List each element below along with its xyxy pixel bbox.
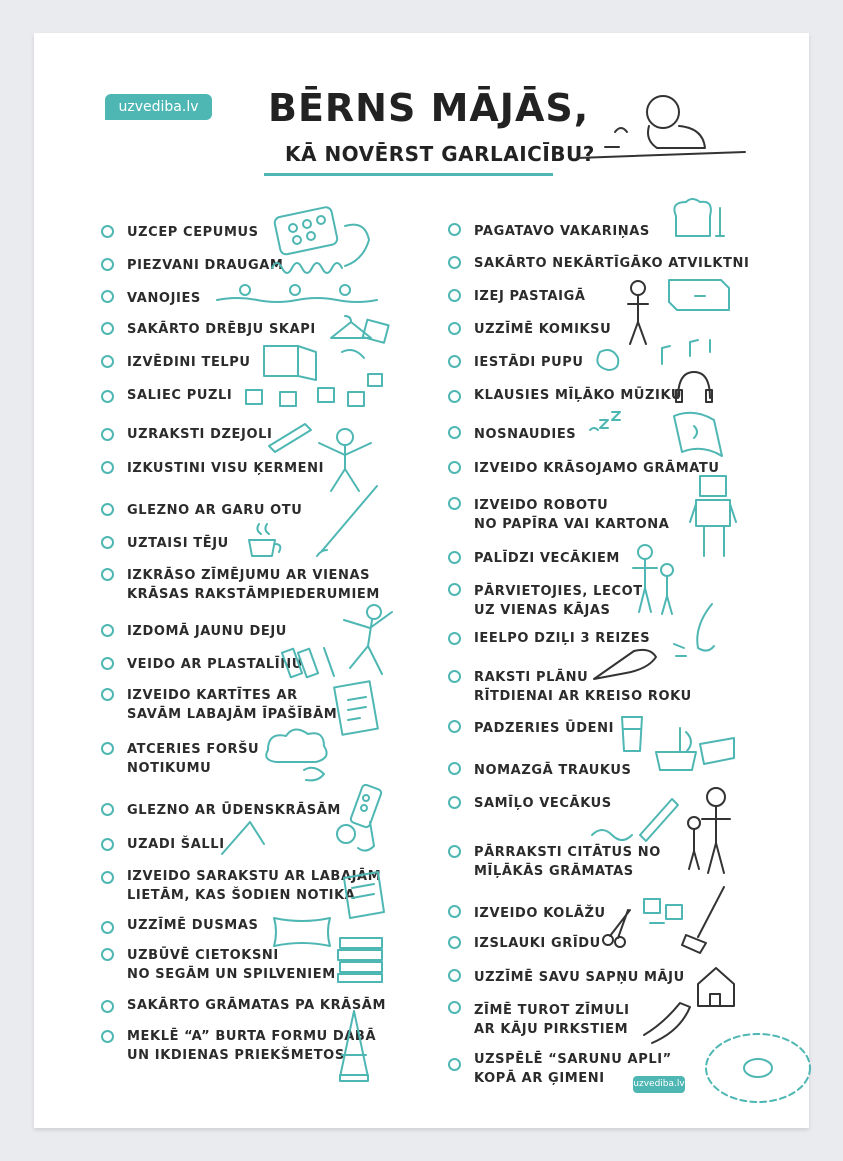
broom-icon bbox=[680, 885, 730, 955]
activity-label: GLEZNO AR GARU OTU bbox=[127, 503, 303, 518]
checkbox-circle[interactable] bbox=[448, 497, 461, 510]
puzzle-pieces-icon bbox=[240, 370, 390, 410]
activity-label: NOSNAUDIES bbox=[474, 427, 577, 442]
activity-label: UZRAKSTI DZEJOLI bbox=[127, 427, 273, 442]
left-hand-writing-icon bbox=[590, 645, 680, 685]
checkbox-circle[interactable] bbox=[448, 796, 461, 809]
activity-label: UZZĪMĒ SAVU SAPŅU MĀJU bbox=[474, 970, 685, 985]
activity-label: UZZĪMĒ KOMIKSU bbox=[474, 322, 612, 337]
checkbox-circle[interactable] bbox=[448, 720, 461, 733]
checkbox-circle[interactable] bbox=[448, 390, 461, 403]
activity-label: IZEJ PASTAIGĀ bbox=[474, 289, 586, 304]
activity-label: VANOJIES bbox=[127, 291, 201, 306]
activity-label: PĀRVIETOJIES, LECOT UZ VIENAS KĀJAS bbox=[474, 584, 643, 618]
checkbox-circle[interactable] bbox=[101, 1000, 114, 1013]
title-underline bbox=[264, 173, 553, 176]
checkbox-circle[interactable] bbox=[101, 803, 114, 816]
conversation-wheel-icon bbox=[698, 1030, 808, 1105]
checkbox-circle[interactable] bbox=[448, 969, 461, 982]
phone-cord-icon bbox=[270, 258, 380, 278]
activity-label: IZDOMĀ JAUNU DEJU bbox=[127, 624, 287, 639]
knitting-icon bbox=[220, 818, 395, 858]
checkbox-circle[interactable] bbox=[101, 871, 114, 884]
checkbox-circle[interactable] bbox=[101, 428, 114, 441]
drawer-icon bbox=[665, 270, 735, 315]
activity-label: PĀRRAKSTI CITĀTUS NO MĪĻĀKĀS GRĀMATAS bbox=[474, 845, 661, 879]
checkbox-circle[interactable] bbox=[448, 551, 461, 564]
brand-badge-small: uzvediba.lv bbox=[633, 1076, 685, 1093]
headphones-icon bbox=[674, 370, 714, 404]
checkbox-circle[interactable] bbox=[101, 921, 114, 934]
activity-label: IZVEIDO KRĀSOJAMO GRĀMATU bbox=[474, 461, 720, 476]
checkbox-circle[interactable] bbox=[101, 390, 114, 403]
tea-cup-icon bbox=[245, 522, 290, 562]
checkbox-circle[interactable] bbox=[448, 762, 461, 775]
activity-label: SAKĀRTO NEKĀRTĪGĀKO ATVILKTNI bbox=[474, 256, 750, 271]
checkbox-circle[interactable] bbox=[101, 838, 114, 851]
checkbox-circle[interactable] bbox=[448, 322, 461, 335]
checkbox-circle[interactable] bbox=[101, 948, 114, 961]
activity-label: UZZĪMĒ DUSMAS bbox=[127, 918, 259, 933]
checkbox-circle[interactable] bbox=[448, 670, 461, 683]
activity-label: MEKLĒ “A” BURTA FORMU DABĀ UN IKDIENAS PRIEKŠMETOS bbox=[127, 1029, 377, 1063]
activity-label: IESTĀDI PUPU bbox=[474, 355, 584, 370]
checkbox-circle[interactable] bbox=[101, 624, 114, 637]
checkbox-circle[interactable] bbox=[448, 1001, 461, 1014]
checkbox-circle[interactable] bbox=[101, 355, 114, 368]
activity-label: ZĪMĒ TUROT ZĪMULI AR KĀJU PIRKSTIEM bbox=[474, 1003, 630, 1037]
water-glass-icon bbox=[618, 715, 648, 755]
checkbox-circle[interactable] bbox=[448, 1058, 461, 1071]
checkbox-circle[interactable] bbox=[101, 503, 114, 516]
activity-label: UZSPĒLĒ “SARUNU APLI” KOPĀ AR ĢIMENI bbox=[474, 1052, 672, 1086]
checkbox-circle[interactable] bbox=[101, 290, 114, 303]
checkbox-circle[interactable] bbox=[101, 536, 114, 549]
checkbox-circle[interactable] bbox=[101, 322, 114, 335]
checkbox-circle[interactable] bbox=[448, 845, 461, 858]
activity-label: NOMAZGĀ TRAUKUS bbox=[474, 763, 632, 778]
activity-label: PALĪDZI VECĀKIEM bbox=[474, 551, 620, 566]
checkbox-circle[interactable] bbox=[448, 355, 461, 368]
thinking-child-illustration bbox=[575, 92, 750, 167]
foot-pencil-icon bbox=[640, 995, 700, 1045]
activity-label: UZTAISI TĒJU bbox=[127, 536, 229, 551]
activity-label: SALIEC PUZLI bbox=[127, 388, 233, 403]
poster-title: BĒRNS MĀJĀS, bbox=[268, 86, 590, 130]
activity-label: IZVEIDO KOLĀŽU bbox=[474, 906, 606, 921]
checkbox-circle[interactable] bbox=[448, 632, 461, 645]
checkbox-circle[interactable] bbox=[101, 258, 114, 271]
pencil-icon bbox=[265, 420, 315, 450]
music-dancer-icon bbox=[340, 600, 400, 680]
activity-label: IZVĒDINI TELPU bbox=[127, 355, 251, 370]
checkbox-circle[interactable] bbox=[448, 289, 461, 302]
scissors-icon bbox=[600, 908, 640, 948]
checkbox-circle[interactable] bbox=[448, 905, 461, 918]
activity-label: GLEZNO AR ŪDENSKRĀSĀM bbox=[127, 803, 341, 818]
activity-label: VEIDO AR PLASTALĪNU bbox=[127, 657, 303, 672]
pen-quote-icon bbox=[590, 795, 680, 845]
dishes-icon bbox=[650, 722, 740, 777]
checkbox-circle[interactable] bbox=[448, 256, 461, 269]
activity-label: SAKĀRTO DRĒBJU SKAPI bbox=[127, 322, 316, 337]
activity-label: SAKĀRTO GRĀMATAS PA KRĀSĀM bbox=[127, 998, 386, 1013]
activity-label: IZVEIDO KARTĪTES AR SAVĀM LABAJĀM ĪPAŠĪBĀM bbox=[127, 688, 338, 722]
rubber-ducks-icon bbox=[215, 280, 385, 306]
activity-label: UZADI ŠALLI bbox=[127, 837, 225, 852]
letter-a-frame-icon bbox=[330, 1005, 390, 1085]
activity-label: SAMĪĻO VECĀKUS bbox=[474, 796, 612, 811]
checkbox-circle[interactable] bbox=[448, 461, 461, 474]
checkbox-circle[interactable] bbox=[101, 1030, 114, 1043]
checkbox-circle[interactable] bbox=[101, 688, 114, 701]
checkbox-circle[interactable] bbox=[101, 742, 114, 755]
checkbox-circle[interactable] bbox=[448, 936, 461, 949]
activity-label: IZSLAUKI GRĪDU bbox=[474, 936, 601, 951]
plasticine-icon bbox=[282, 640, 342, 680]
memory-cloud-icon bbox=[258, 724, 348, 784]
checkbox-circle[interactable] bbox=[101, 657, 114, 670]
activity-label: IZKUSTINI VISU ĶERMENI bbox=[127, 461, 325, 476]
checkbox-circle[interactable] bbox=[448, 426, 461, 439]
activity-label: PIEZVANI DRAUGAM bbox=[127, 258, 284, 273]
activity-label: PADZERIES ŪDENI bbox=[474, 721, 615, 736]
brand-badge: uzvediba.lv bbox=[105, 94, 212, 120]
activity-label: UZBŪVĒ CIETOKSNI NO SEGĀM UN SPILVENIEM bbox=[127, 948, 336, 982]
activity-label: PAGATAVO VAKARIŅAS bbox=[474, 224, 650, 239]
chef-hat-icon bbox=[668, 198, 738, 244]
activity-label: KLAUSIES MĪĻĀKO MŪZIKU bbox=[474, 388, 683, 403]
checkbox-circle[interactable] bbox=[448, 223, 461, 236]
checkbox-circle[interactable] bbox=[101, 225, 114, 238]
smiling-parent-icon bbox=[680, 785, 740, 875]
notes-sheet-icon bbox=[340, 868, 390, 923]
long-brush-icon bbox=[315, 482, 385, 557]
checkbox-circle[interactable] bbox=[101, 568, 114, 581]
activity-label: IZVEIDO SARAKSTU AR LABAJĀM LIETĀM, KAS ŠODIEN NOTIKA bbox=[127, 869, 382, 903]
activity-label: ATCERIES FORŠU NOTIKUMU bbox=[127, 742, 260, 776]
activity-label: IEELPO DZIĻI 3 REIZES bbox=[474, 631, 651, 646]
pillow-icon bbox=[270, 910, 335, 950]
robot-icon bbox=[690, 470, 740, 570]
checkbox-circle[interactable] bbox=[101, 461, 114, 474]
activity-label: IZKRĀSO ZĪMĒJUMU AR VIENAS KRĀSAS RAKSTĀMPIEDERUMIEM bbox=[127, 568, 380, 602]
checkbox-circle[interactable] bbox=[448, 583, 461, 596]
book-sleep-icon bbox=[590, 404, 740, 464]
book-stack-icon bbox=[336, 934, 386, 984]
activity-label: UZCEP CEPUMUS bbox=[127, 225, 259, 240]
activity-label: IZVEIDO ROBOTU NO PAPĪRA VAI KARTONA bbox=[474, 498, 670, 532]
activity-label: RAKSTI PLĀNU RĪTDIENAI AR KREISO ROKU bbox=[474, 670, 692, 704]
poster-subtitle: KĀ NOVĒRST GARLAICĪBU? bbox=[285, 142, 595, 166]
